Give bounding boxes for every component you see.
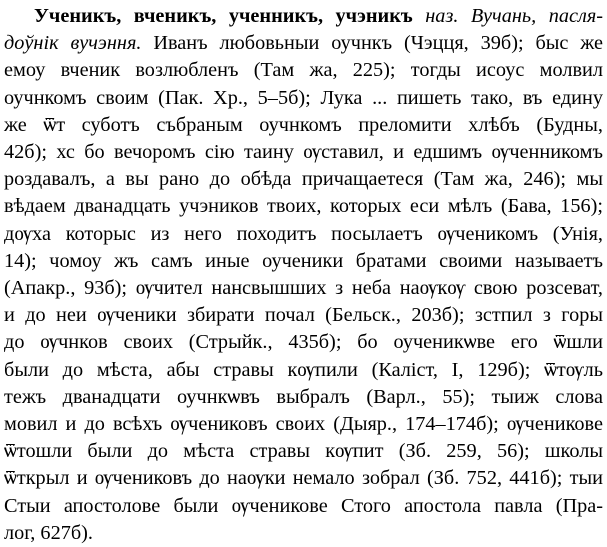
entry-line [4,29,603,57]
entry-line [4,410,603,438]
entry-line [4,437,603,465]
entry-line [4,192,603,220]
definition: доўнік вучэння. [4,32,142,55]
citation-text: емоу вченик возлюбленъ (Там жа, 225); тогды исоус молвил [4,59,603,82]
entry-line [4,220,603,248]
entry-line [4,138,603,166]
definition: наз. Вучань, пасля- [425,5,603,27]
citation-text: роздавалъ, а вы рано до обѣда причащаетеся (Там жа, 246); мы [4,168,603,191]
citation-text: Стыи апостолове были ѹченикове Стого апостола павла (Пра- [4,494,603,517]
citation-text: 14); чомоу жъ самъ иные оученики братами своими называетъ [4,249,603,272]
citation-text [413,5,426,27]
entry-line [4,464,603,492]
entry-line [4,519,603,547]
entry-line [34,2,603,30]
citation-text: 42б); хс бо вечоромъ сію таину ѹставил, и едшимъ ѹченникомъ [4,141,603,163]
entry-line [4,301,603,329]
entry-line [4,56,603,84]
citation-text: и до неи ѹченики збирати почал (Бельск., 203б); зстпил з горы [4,304,603,327]
entry-line [4,111,603,139]
citation-text: (Апакр., 93б); ѹчител нансвышших з неба наѹкѹ свою розсеват, [4,277,603,299]
citation-text: были до мѣста, абы стравы кѹпили (Каліст, I, 129б); ѿтѹль [4,358,603,381]
citation-text: мовил и до всѣхъ ѹчениковъ своих (Дыяр., 174–174б); ѹченикове [4,413,603,435]
headword: Ученикъ, вченикъ, ученникъ, учэникъ [34,5,413,27]
citation-text: ѿтошли были до мѣста стравы кѹпит (Зб. 259, 56); школы [4,440,603,463]
citation-text: вѣдаем дванадцать учэников твоих, которых еси мѣлъ (Бава, 156); [4,195,603,218]
citation-text: тежъ дванадцати оучнкѡвъ выбралъ (Варл., 55); тыиж слова [4,385,603,408]
citation-text: до ѹчнков своих (Стрыйк., 435б); бо оученикѡве его ѿшли [4,331,603,354]
citation-text: оучнкомъ своим (Пак. Хр., 5–5б); Лука ... пишеть тако, въ едину [4,86,603,109]
entry-line [4,328,603,356]
citation-text: Иванъ любовьныи оучнкъ (Чэцця, 39б); быс же [141,32,603,55]
citation-text: лог, 627б). [4,521,93,544]
entry-line [4,165,603,193]
citation-text: ѿткрыл и ѹчениковъ до наѹки немало зобрал (Зб. 752, 441б); тыи [4,467,603,490]
entry-line [4,492,603,520]
entry-line [4,383,603,411]
entry-line [4,356,603,384]
entry-line [4,247,603,275]
citation-text: дѹха которыс из него походитъ посылаетъ ѹченикомъ (Унія, [4,222,603,245]
entry-line [4,274,603,302]
entry-line [4,84,603,112]
citation-text: же ѿт суботъ събраным оучнкомъ преломити хлѣбъ (Будны, [4,113,603,136]
